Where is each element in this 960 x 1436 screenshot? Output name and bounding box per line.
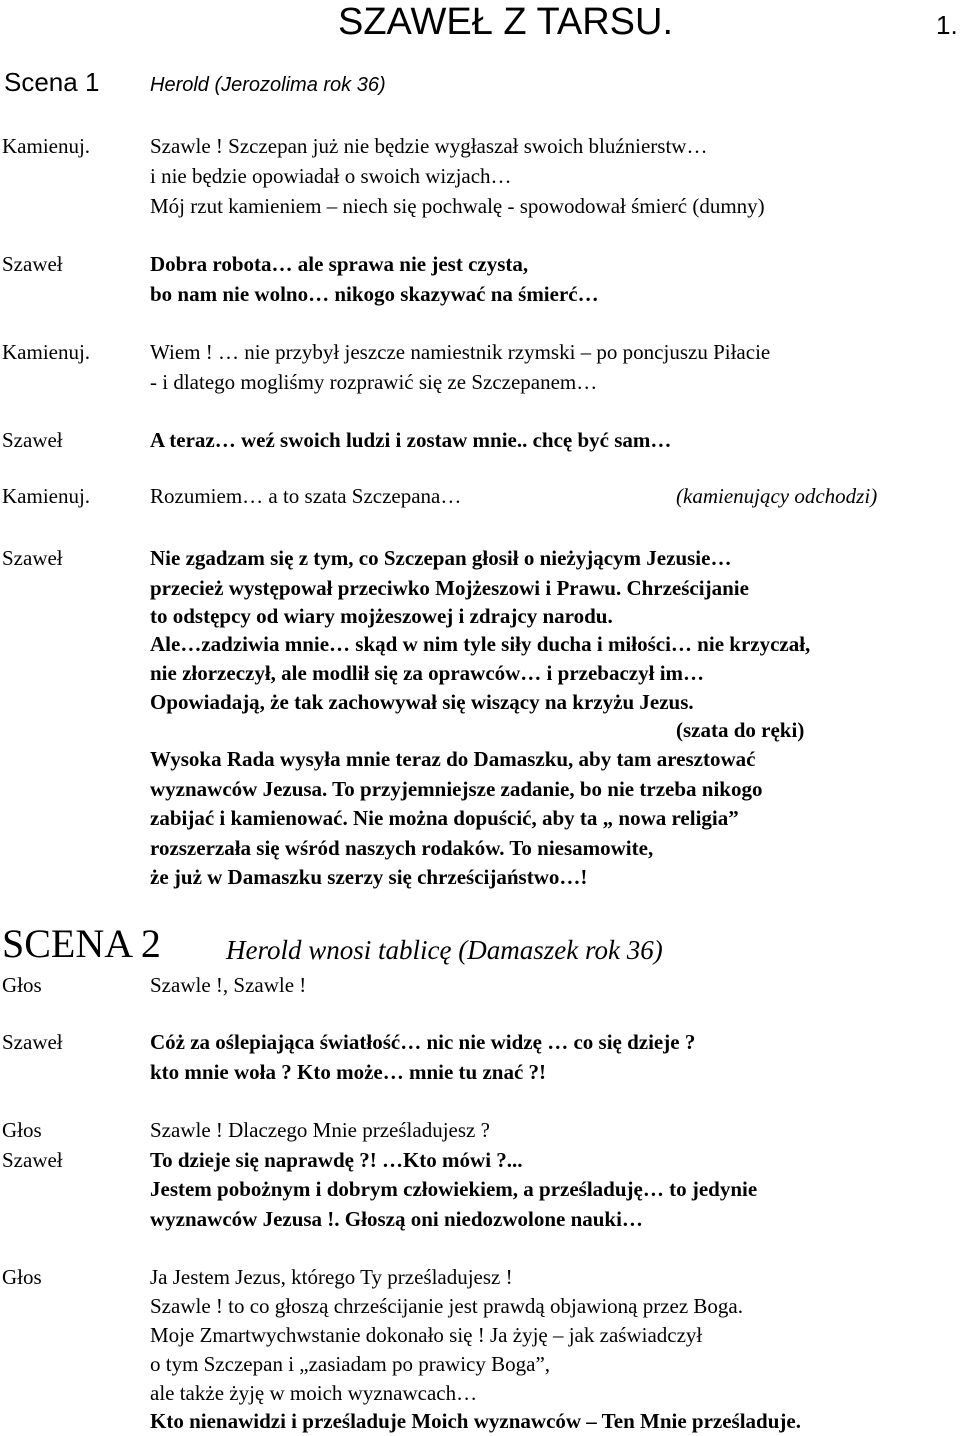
dialogue-line: nie złorzeczył, ale modlił się za oprawców… i przebaczył im… xyxy=(150,661,705,685)
dialogue-line: o tym Szczepan i „zasiadam po prawicy Boga”, xyxy=(150,1352,551,1376)
speaker-label: Głos xyxy=(2,1118,42,1142)
dialogue-line: bo nam nie wolno… nikogo skazywać na śmierć… xyxy=(150,282,599,306)
speaker-label: Szaweł xyxy=(2,428,63,452)
dialogue-line: kto mnie woła ? Kto może… mnie tu znać ?! xyxy=(150,1060,547,1084)
speaker-label: Głos xyxy=(2,973,42,997)
dialogue-line: że już w Damaszku szerzy się chrześcijaństwo…! xyxy=(150,865,588,889)
dialogue-line: Nie zgadzam się z tym, co Szczepan głosił o nieżyjącym Jezusie… xyxy=(150,546,732,570)
scene2-heading: SCENA 2 xyxy=(2,921,161,966)
speaker-label: Kamienuj. xyxy=(2,340,91,364)
document-title: SZAWEŁ Z TARSU. xyxy=(338,1,674,43)
scene2-subheading: Herold wnosi tablicę (Damaszek rok 36) xyxy=(226,935,663,965)
stage-direction: (kamienujący odchodzi) xyxy=(676,484,878,508)
dialogue-line: wyznawców Jezusa !. Głoszą oni niedozwolone nauki… xyxy=(150,1207,643,1231)
dialogue-line: wyznawców Jezusa. To przyjemniejsze zadanie, bo nie trzeba nikogo xyxy=(150,777,763,801)
dialogue-line: Szawle ! Dlaczego Mnie prześladujesz ? xyxy=(150,1118,490,1142)
dialogue-line: - i dlatego mogliśmy rozprawić się ze Szczepanem… xyxy=(150,370,598,394)
dialogue-line: zabijać i kamienować. Nie można dopuścić, aby ta „ nowa religia” xyxy=(150,806,739,830)
speaker-label: Szaweł xyxy=(2,1148,63,1172)
scene1-subheading: Herold (Jerozolima rok 36) xyxy=(150,74,386,96)
dialogue-line: Szawle ! to co głoszą chrześcijanie jest prawdą objawioną przez Boga. xyxy=(150,1294,744,1318)
stage-direction: (szata do ręki) xyxy=(676,718,805,742)
dialogue-line: Szawle ! Szczepan już nie będzie wygłaszał swoich bluźnierstw… xyxy=(150,134,708,158)
speaker-label: Szaweł xyxy=(2,1030,63,1054)
dialogue-line: To dzieje się naprawdę ?! …Kto mówi ?... xyxy=(150,1148,523,1172)
dialogue-line: Szawle !, Szawle ! xyxy=(150,973,307,997)
speaker-label: Kamienuj. xyxy=(2,134,91,158)
dialogue-line: przecież występował przeciwko Mojżeszowi i Prawu. Chrześcijanie xyxy=(150,576,749,600)
dialogue-line: Moje Zmartwychwstanie dokonało się ! Ja żyję – jak zaświadczył xyxy=(150,1323,703,1347)
dialogue-line: Jestem pobożnym i dobrym człowiekiem, a prześladuję… to jedynie xyxy=(150,1177,758,1201)
dialogue-line: Opowiadają, że tak zachowywał się wiszący na krzyżu Jezus. xyxy=(150,690,694,714)
dialogue-line: Wysoka Rada wysyła mnie teraz do Damaszku, aby tam aresztować xyxy=(150,747,756,771)
dialogue-line: Kto nienawidzi i prześladuje Moich wyznawców – Ten Mnie prześladuje. xyxy=(150,1409,801,1433)
dialogue-line: Mój rzut kamieniem – niech się pochwalę - spowodował śmierć (dumny) xyxy=(150,194,765,218)
speaker-label: Głos xyxy=(2,1265,42,1289)
dialogue-line: Ale…zadziwia mnie… skąd w nim tyle siły ducha i miłości… nie krzyczał, xyxy=(150,632,811,656)
scene1-heading: Scena 1 xyxy=(4,67,100,97)
dialogue-line: Ja Jestem Jezus, którego Ty prześladujesz ! xyxy=(150,1265,513,1289)
dialogue-line: Rozumiem… a to szata Szczepana… xyxy=(150,484,462,508)
dialogue-line: to odstępcy od wiary mojżeszowej i zdrajcy narodu. xyxy=(150,604,613,628)
dialogue-line: i nie będzie opowiadał o swoich wizjach… xyxy=(150,164,512,188)
dialogue-line: A teraz… weź swoich ludzi i zostaw mnie.. chcę być sam… xyxy=(150,428,672,452)
page-number: 1. xyxy=(936,10,958,40)
dialogue-line: Wiem ! … nie przybył jeszcze namiestnik rzymski – po poncjuszu Piłacie xyxy=(150,340,771,364)
speaker-label: Kamienuj. xyxy=(2,484,91,508)
speaker-label: Szaweł xyxy=(2,546,63,570)
dialogue-line: rozszerzała się wśród naszych rodaków. To niesamowite, xyxy=(150,836,654,860)
dialogue-line: ale także żyję w moich wyznawcach… xyxy=(150,1381,478,1405)
speaker-label: Szaweł xyxy=(2,252,63,276)
dialogue-line: Cóż za oślepiająca światłość… nic nie widzę … co się dzieje ? xyxy=(150,1030,696,1054)
dialogue-line: Dobra robota… ale sprawa nie jest czysta, xyxy=(150,252,529,276)
